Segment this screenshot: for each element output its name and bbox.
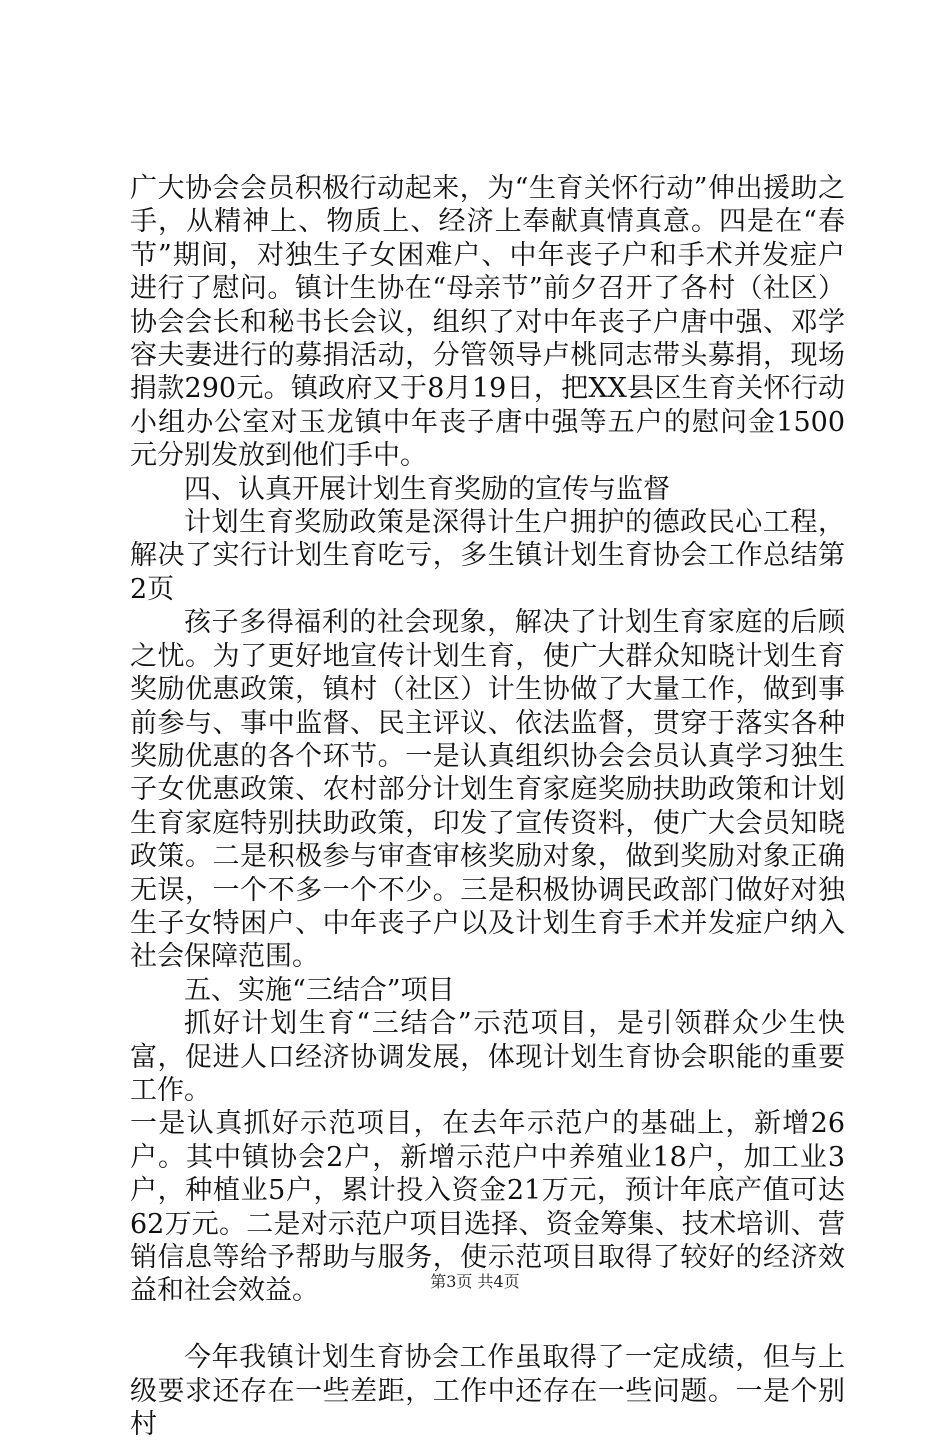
paragraph-relief-activities: 广大协会会员积极行动起来，为“生育关怀行动”伸出援助之手，从精神上、物质上、经济上奉献真情真意。四是在“春节”期间，对独生子女困难户、中年丧子户和手术并发症户进行了慰问。镇计生协在“母亲节”前夕召开了各村（社区）协会会长和秘书长会议，组织了对中年丧子户唐中强、邓学容夫妻进行的募捐活动，分管领导卢桃同志带头募捐，现场捐款290元。镇政府又于8月19日，把XX县区生育关怀行动小组办公室对玉龙镇中年丧子唐中强等五户的慰问金1500元分别发放到他们手中。 xyxy=(130,173,845,472)
paragraph-reward-supervision: 孩子多得福利的社会现象，解决了计划生育家庭的后顾之忧。为了更好地宣传计划生育，使广大群众知晓计划生育奖励优惠政策，镇村（社区）计生协做了大量工作，做到事前参与、事中监督、民主评议、依法监督，贯穿于落实各种奖励优惠的各个环节。一是认真组织协会会员认真学习独生子女优惠政策、农村部分计划生育家庭奖励扶助政策和计划生育家庭特别扶助政策，印发了宣传资料，使广大会员知晓政策。二是积极参与审查审核奖励对象，做到奖励对象正确无误，一个不多一个不少。三是积极协调民政部门做好对独生子女特困户、中年丧子户以及计划生育手术并发症户纳入社会保障范围。 xyxy=(130,607,845,973)
section-heading-5: 五、实施“三结合”项目 xyxy=(184,974,455,1006)
section-heading-4: 四、认真开展计划生育奖励的宣传与监督 xyxy=(184,473,670,505)
paragraph-demonstration-projects: 一是认真抓好示范项目，在去年示范户的基础上，新增26户。其中镇协会2户，新增示范户中养殖业18户，加工业3户，种植业5户，累计投入资金21万元，预计年底产值可达62万元。二是对示范户项目选择、资金筹集、技术培训、营销信息等给予帮助与服务，使示范项目取得了较好的经济效益和社会效益。 xyxy=(130,1108,845,1307)
paragraph-problems: 今年我镇计划生育协会工作虽取得了一定成绩，但与上级要求还存在一些差距，工作中还存在一些问题。一是个别村 xyxy=(130,1342,845,1441)
document-body xyxy=(130,172,845,1441)
paragraph-three-combination-intro: 抓好计划生育“三结合”示范项目，是引领群众少生快富，促进人口经济协调发展，体现计划生育协会职能的重要工作。 xyxy=(130,1008,845,1106)
page-footer: 第3页 共4页 xyxy=(430,1272,520,1291)
paragraph-reward-policy: 计划生育奖励政策是深得计生户拥护的德政民心工程，解决了实行计划生育吃亏，多生镇计划生育协会工作总结第2页 xyxy=(130,507,845,605)
blank-line xyxy=(130,1308,845,1341)
